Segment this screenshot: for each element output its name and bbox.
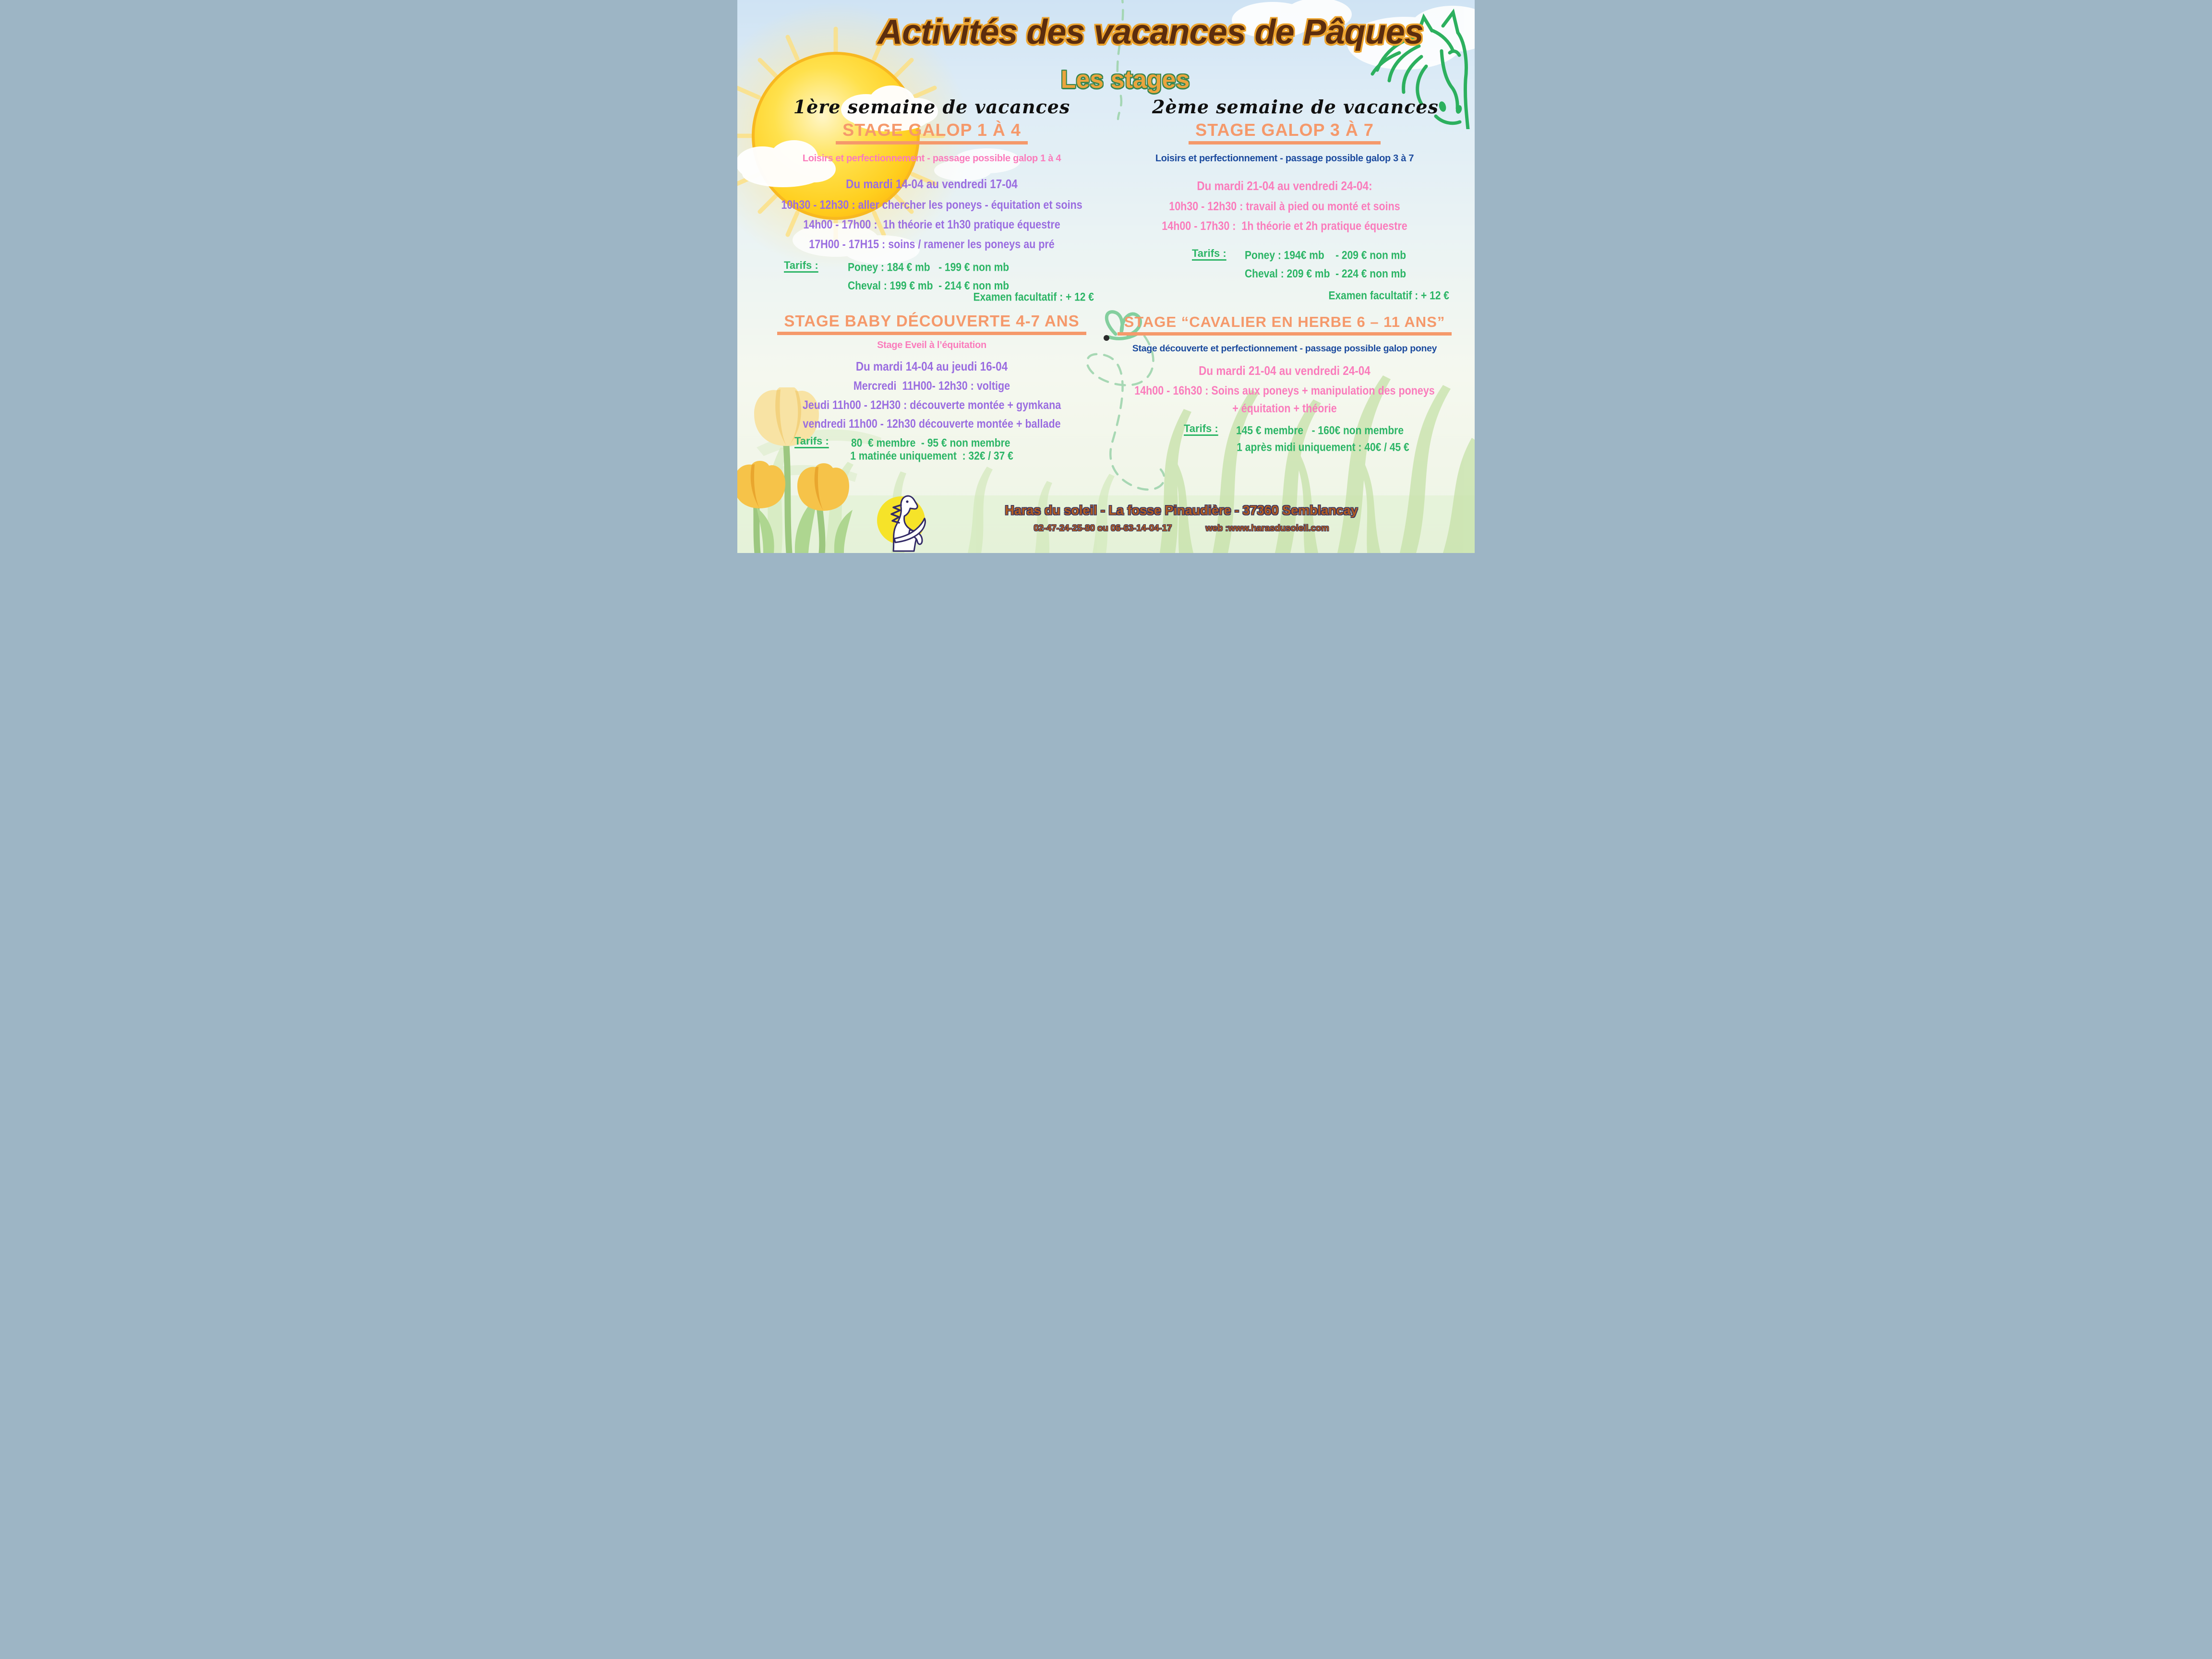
tarifs-label: Tarifs : — [784, 259, 818, 271]
exam-note: Examen facultatif : + 12 € — [973, 290, 1094, 304]
footer-address: Haras du soleil - La fosse Pinaudière - 37360 Semblancay — [1005, 503, 1358, 517]
schedule-line: 10h30 - 12h30 : aller chercher les poneys - équitation et soins — [781, 198, 1082, 212]
dates-line: Du mardi 14-04 au vendredi 17-04 — [846, 177, 1018, 191]
footer-website: web :www.harasdusoleil.com — [1205, 523, 1329, 533]
tarifs-lines: 145 € membre - 160€ non membre — [1236, 424, 1404, 437]
schedule-line: 17H00 - 17H15 : soins / ramener les poneys au pré — [809, 237, 1055, 251]
footer-phone: 02-47-24-25-80 ou 06-63-14-04-17 — [1034, 523, 1172, 533]
page-subtitle: Les stages — [1060, 66, 1190, 94]
schedule-line: Jeudi 11h00 - 12H30 : découverte montée + gymkana — [802, 398, 1061, 412]
tagline: Stage Eveil à l’équitation — [877, 340, 986, 350]
section-heading-galop-1-4: STAGE GALOP 1 À 4 — [764, 121, 1100, 144]
week-1-heading: 1ère semaine de vacances — [793, 96, 1070, 118]
tarifs-label: Tarifs : — [794, 435, 829, 447]
price-note: 1 matinée uniquement : 32€ / 37 € — [850, 449, 1013, 463]
tarifs-label: Tarifs : — [1192, 247, 1226, 259]
schedule-line: 14h00 - 17h30 : 1h théorie et 2h pratique équestre — [1162, 219, 1407, 233]
schedule-line: 14h00 - 16h30 : Soins aux poneys + manipulation des poneys — [1134, 384, 1435, 397]
tarifs-lines: 80 € membre - 95 € non membre — [851, 436, 1010, 450]
tagline: Stage découverte et perfectionnement - passage possible galop poney — [1132, 343, 1437, 354]
schedule-line: + équitation + théorie — [1232, 401, 1337, 415]
price-note: 1 après midi uniquement : 40€ / 45 € — [1237, 441, 1409, 454]
dates-line: Du mardi 21-04 au vendredi 24-04: — [1197, 179, 1372, 193]
schedule-line: Mercredi 11H00- 12h30 : voltige — [853, 379, 1010, 393]
week-2-heading: 2ème semaine de vacances — [1152, 96, 1439, 118]
dates-line: Du mardi 14-04 au jeudi 16-04 — [855, 359, 1008, 373]
schedule-line: 14h00 - 17h00 : 1h théorie et 1h30 pratique équestre — [803, 217, 1060, 231]
haras-logo — [873, 491, 928, 552]
section-heading-galop-3-7: STAGE GALOP 3 À 7 — [1109, 121, 1460, 144]
exam-note: Examen facultatif : + 12 € — [1328, 289, 1449, 302]
schedule-line: 10h30 - 12h30 : travail à pied ou monté et soins — [1169, 199, 1400, 213]
footer-contact — [939, 523, 1424, 533]
section-heading-baby: STAGE BABY DÉCOUVERTE 4-7 ANS — [764, 313, 1100, 335]
tarifs-lines: Poney : 184 € mb - 199 € non mb Cheval : 199 € mb - 214 € non mb — [848, 261, 1010, 292]
dates-line: Du mardi 21-04 au vendredi 24-04 — [1199, 363, 1370, 378]
tagline: Loisirs et perfectionnement - passage possible galop 1 à 4 — [802, 153, 1061, 164]
column-week-2 — [1109, 0, 1460, 553]
tarifs-lines: Poney : 194€ mb - 209 € non mb Cheval : 209 € mb - 224 € non mb — [1245, 249, 1407, 280]
column-week-1 — [764, 0, 1100, 553]
tagline: Loisirs et perfectionnement - passage possible galop 3 à 7 — [1155, 153, 1414, 164]
section-heading-cavalier: STAGE “CAVALIER EN HERBE 6 – 11 ANS” — [1109, 314, 1460, 336]
page-title: Activités des vacances de Pâques — [878, 13, 1423, 51]
schedule-line: vendredi 11h00 - 12h30 découverte montée + ballade — [803, 417, 1061, 431]
tarifs-label: Tarifs : — [1184, 422, 1218, 434]
